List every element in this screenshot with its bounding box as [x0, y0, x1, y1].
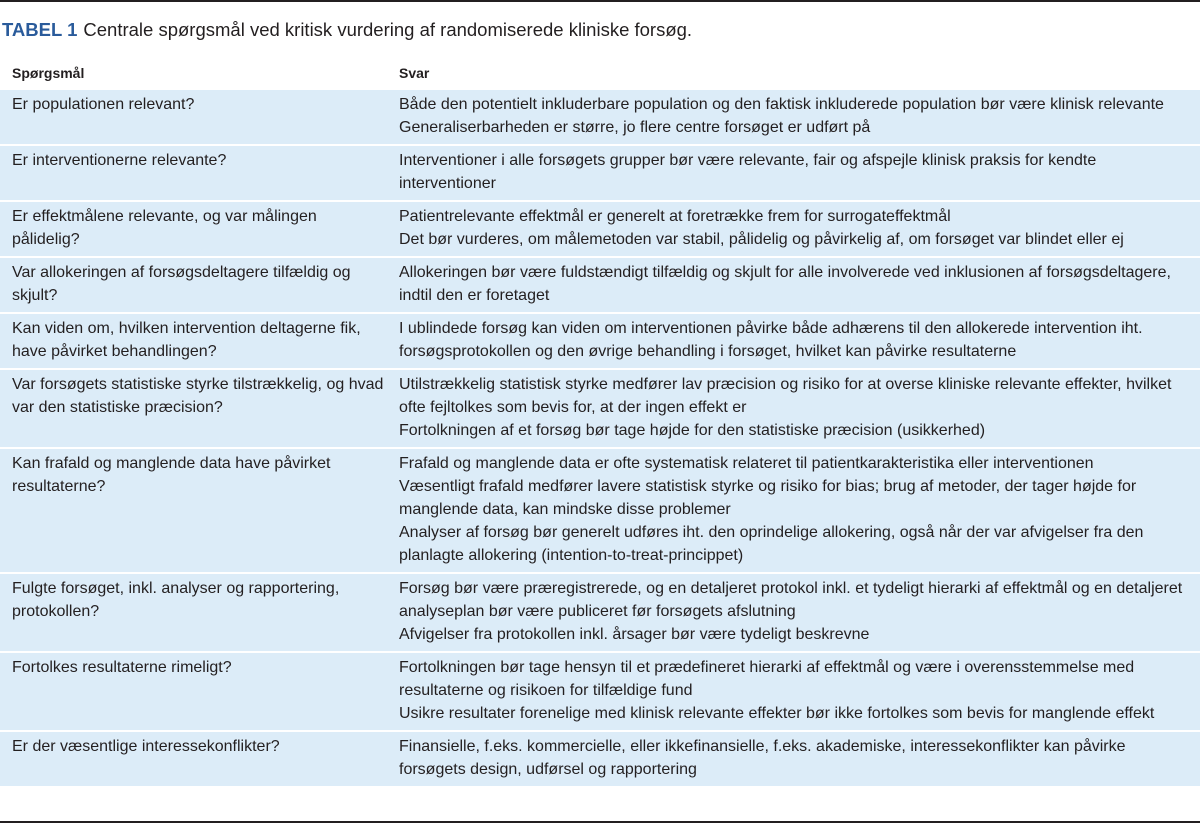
answer-cell: [388, 369, 1200, 448]
top-rule: [0, 0, 1200, 2]
answer-cell: [388, 201, 1200, 257]
table-row: [0, 89, 1200, 145]
answer-cell: [388, 89, 1200, 145]
table-caption: [2, 18, 692, 42]
question-cell: Er populationen relevant?: [0, 89, 388, 145]
question-cell: Er interventionerne relevante?: [0, 145, 388, 201]
answer-line: Usikre resultater forenelige med klinisk relevante effekter bør ikke fortolkes som bevis for manglende effekt: [399, 705, 1155, 722]
table-row: [0, 448, 1200, 573]
header-question: Spørgsmål: [12, 65, 85, 81]
answer-cell: [388, 448, 1200, 573]
question-cell: Kan frafald og manglende data have påvirket resultaterne?: [0, 448, 388, 573]
questions-table: [0, 58, 1200, 786]
table-label: TABEL 1: [2, 19, 78, 40]
header-answer: Svar: [399, 65, 430, 81]
table-row: [0, 731, 1200, 786]
answer-line: Både den potentielt inkluderbare population og den faktisk inkluderede population bør være klinisk relevante: [399, 96, 1164, 113]
answer-line: Interventioner i alle forsøgets grupper bør være relevante, fair og afspejle klinisk praksis for kendte interventioner: [399, 152, 1097, 192]
answer-line: Frafald og manglende data er ofte systematisk relateret til patientkarakteristika eller interventionen: [399, 455, 1094, 472]
answer-cell: [388, 573, 1200, 652]
question-cell: Er effektmålene relevante, og var målingen pålidelig?: [0, 201, 388, 257]
table-title: Centrale spørgsmål ved kritisk vurdering af randomiserede kliniske forsøg.: [83, 19, 693, 40]
question-cell: Kan viden om, hvilken intervention deltagerne fik, have påvirket behandlingen?: [0, 313, 388, 369]
answer-line: Væsentligt frafald medfører lavere statistisk styrke og risiko for bias; brug af metoder, der tager højde for manglende data, kan mindske disse problemer: [399, 478, 1137, 518]
answer-line: Analyser af forsøg bør generelt udføres iht. den oprindelige allokering, også når der var afvigelser fra den planlagte allokering (intention-to-treat-princippet): [399, 524, 1144, 564]
table-row: [0, 257, 1200, 313]
answer-cell: [388, 313, 1200, 369]
question-cell: Var allokeringen af forsøgsdeltagere tilfældig og skjult?: [0, 257, 388, 313]
answer-cell: [388, 652, 1200, 731]
table-row: [0, 201, 1200, 257]
answer-cell: [388, 731, 1200, 786]
table-row: [0, 145, 1200, 201]
answer-line: Fortolkningen bør tage hensyn til et prædefineret hierarki af effektmål og være i overensstemmelse med resultaterne og risikoen for tilfældige fund: [399, 659, 1135, 699]
answer-cell: [388, 257, 1200, 313]
answer-line: Utilstrækkelig statistisk styrke medfører lav præcision og risiko for at overse kliniske relevante effekter, hvilket ofte fejltolkes som bevis for, at der ingen effekt er: [399, 376, 1172, 416]
answer-line: Afvigelser fra protokollen inkl. årsager bør være tydeligt beskrevne: [399, 626, 870, 643]
answer-line: Forsøg bør være præregistrerede, og en detaljeret protokol inkl. et tydeligt hierarki af effektmål og en detaljeret analyseplan bør være publiceret før forsøgets afslutning: [399, 580, 1183, 620]
answer-line: Patientrelevante effektmål er generelt at foretrække frem for surrogateffektmål: [399, 208, 951, 225]
answer-line: I ublindede forsøg kan viden om interventionen påvirke både adhærens til den allokerede intervention iht. forsøgsprotokollen og den øvrige behandling i forsøget, hvilket kan påvirke resultaterne: [399, 320, 1143, 360]
bottom-rule: [0, 821, 1200, 823]
header-row: [0, 58, 1200, 89]
question-cell: Er der væsentlige interessekonflikter?: [0, 731, 388, 786]
table-row: [0, 369, 1200, 448]
answer-cell: [388, 145, 1200, 201]
answer-line: Det bør vurderes, om målemetoden var stabil, pålidelig og påvirkelig af, om forsøget var blindet eller ej: [399, 231, 1124, 248]
answer-line: Generaliserbarheden er større, jo flere centre forsøget er udført på: [399, 119, 871, 136]
answer-line: Finansielle, f.eks. kommercielle, eller ikkefinansielle, f.eks. akademiske, interessekonflikter kan påvirke forsøgets design, udførsel og rapportering: [399, 738, 1126, 778]
question-cell: Fulgte forsøget, inkl. analyser og rapportering, protokollen?: [0, 573, 388, 652]
question-cell: Fortolkes resultaterne rimeligt?: [0, 652, 388, 731]
answer-line: Fortolkningen af et forsøg bør tage højde for den statistiske præcision (usikkerhed): [399, 422, 986, 439]
table-body: [0, 89, 1200, 786]
answer-line: Allokeringen bør være fuldstændigt tilfældig og skjult for alle involverede ved inklusionen af forsøgsdeltagere, indtil den er foretaget: [399, 264, 1171, 304]
table-row: [0, 652, 1200, 731]
question-cell: Var forsøgets statistiske styrke tilstrækkelig, og hvad var den statistiske præcision?: [0, 369, 388, 448]
table-row: [0, 313, 1200, 369]
table-row: [0, 573, 1200, 652]
